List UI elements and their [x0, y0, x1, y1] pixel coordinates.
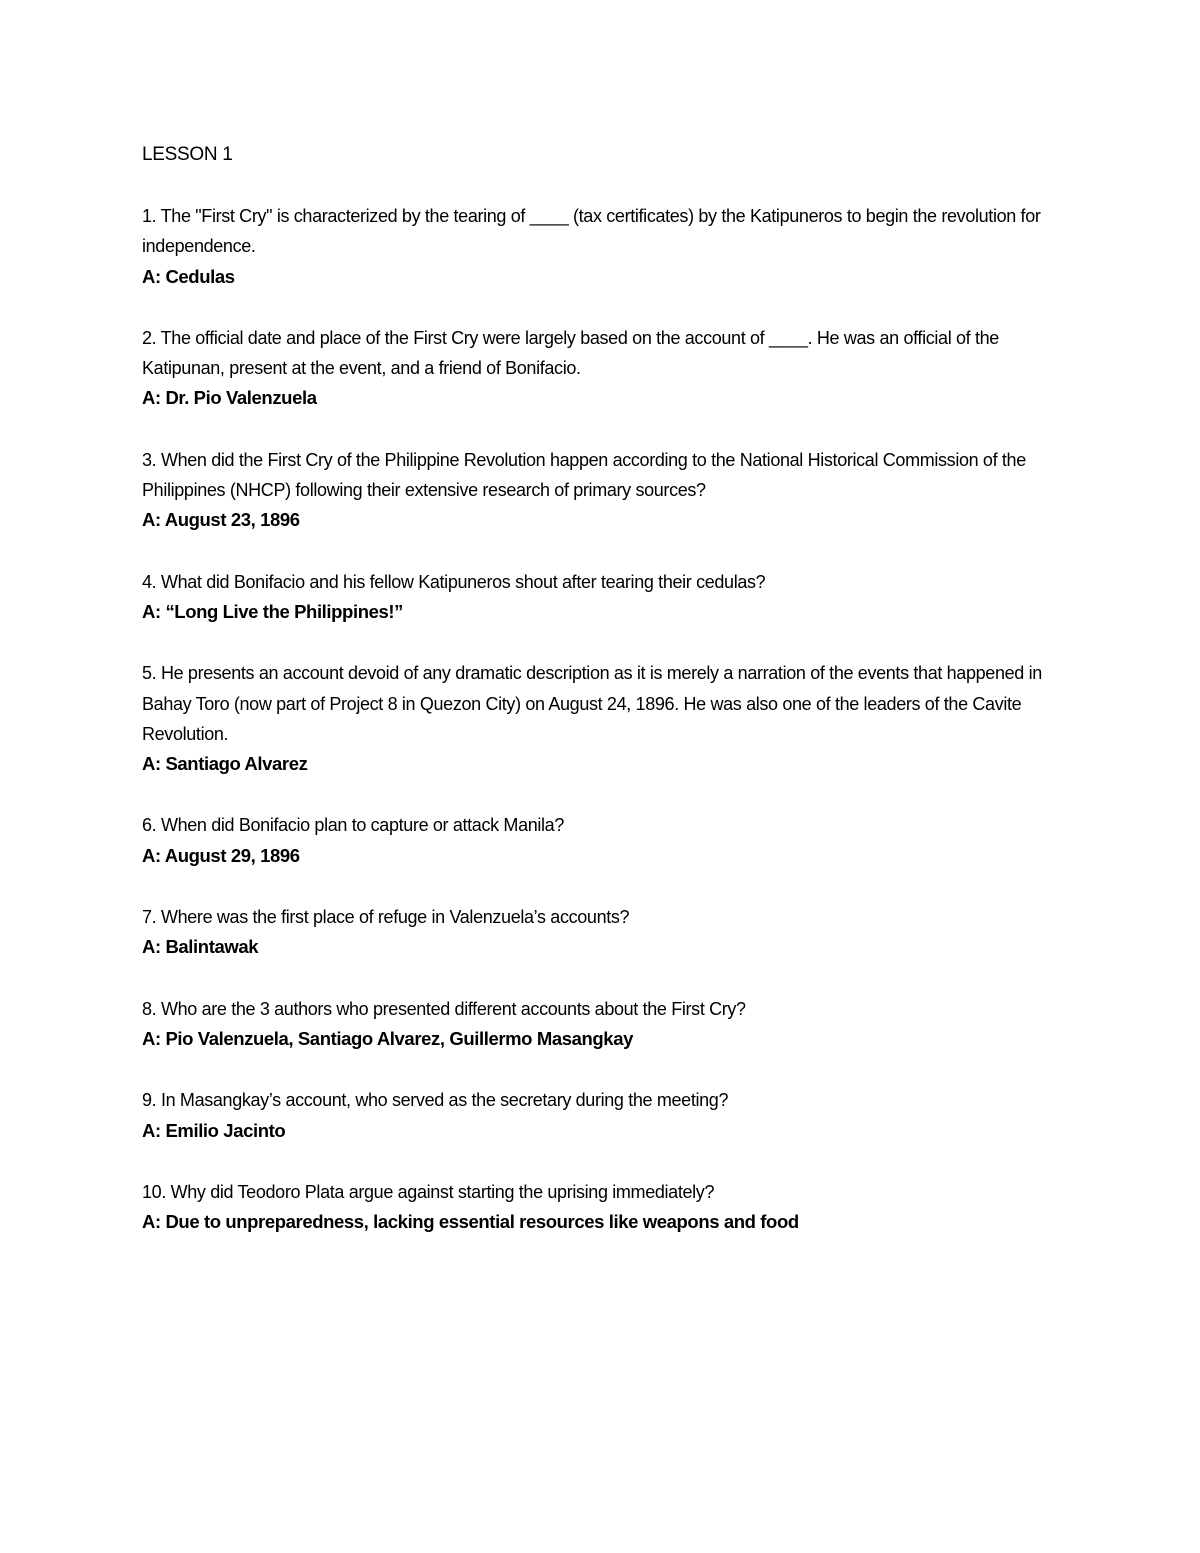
qa-item — [142, 902, 1072, 963]
qa-item — [142, 201, 1072, 292]
qa-item — [142, 1085, 1072, 1146]
answer-text: A: Santiago Alvarez — [142, 753, 308, 775]
qa-item — [142, 567, 1072, 628]
qa-item — [142, 658, 1072, 779]
answer-text: A: Due to unpreparedness, lacking essential resources like weapons and food — [142, 1211, 799, 1233]
lesson-title: LESSON 1 — [142, 144, 233, 165]
answer-text: A: August 29, 1896 — [142, 844, 300, 866]
qa-item — [142, 810, 1072, 871]
qa-item — [142, 1177, 1072, 1238]
question-text: 9. In Masangkay’s account, who served as the secretary during the meeting? — [142, 1090, 729, 1111]
question-text: 6. When did Bonifacio plan to capture or attack Manila? — [142, 815, 565, 836]
question-text: 2. The official date and place of the First Cry were largely based on the account of ____. He was an official of the Katipunan, present at the event, and a friend of Bonifacio. — [142, 327, 999, 379]
answer-text: A: Emilio Jacinto — [142, 1119, 286, 1141]
qa-item — [142, 994, 1072, 1055]
answer-text: A: August 23, 1896 — [142, 509, 300, 531]
question-text: 4. What did Bonifacio and his fellow Katipuneros shout after tearing their cedulas? — [142, 571, 766, 592]
question-text: 1. The "First Cry" is characterized by the tearing of ____ (tax certificates) by the Katipuneros to begin the revolution for independence. — [142, 206, 1041, 257]
answer-text: A: Cedulas — [142, 265, 235, 287]
question-text: 7. Where was the first place of refuge in Valenzuela’s accounts? — [142, 907, 630, 928]
answer-text: A: Balintawak — [142, 936, 259, 958]
question-text: 3. When did the First Cry of the Philippine Revolution happen according to the National Historical Commission of the Philippines (NHCP) following their extensive research of primary sources? — [142, 449, 1026, 501]
question-text: 5. He presents an account devoid of any dramatic description as it is merely a narration of the events that happened in Bahay Toro (now part of Project 8 in Quezon City) on August 24, 1896. He was also one of the leaders of the Cavite Revolution. — [142, 663, 1042, 744]
answer-text: A: Pio Valenzuela, Santiago Alvarez, Guillermo Masangkay — [142, 1027, 633, 1049]
document-content — [142, 140, 1072, 1268]
qa-item — [142, 323, 1072, 414]
answer-text: A: Dr. Pio Valenzuela — [142, 387, 317, 409]
qa-item — [142, 445, 1072, 536]
answer-text: A: “Long Live the Philippines!” — [142, 600, 403, 622]
question-text: 8. Who are the 3 authors who presented different accounts about the First Cry? — [142, 998, 746, 1019]
question-text: 10. Why did Teodoro Plata argue against starting the uprising immediately? — [142, 1181, 715, 1202]
